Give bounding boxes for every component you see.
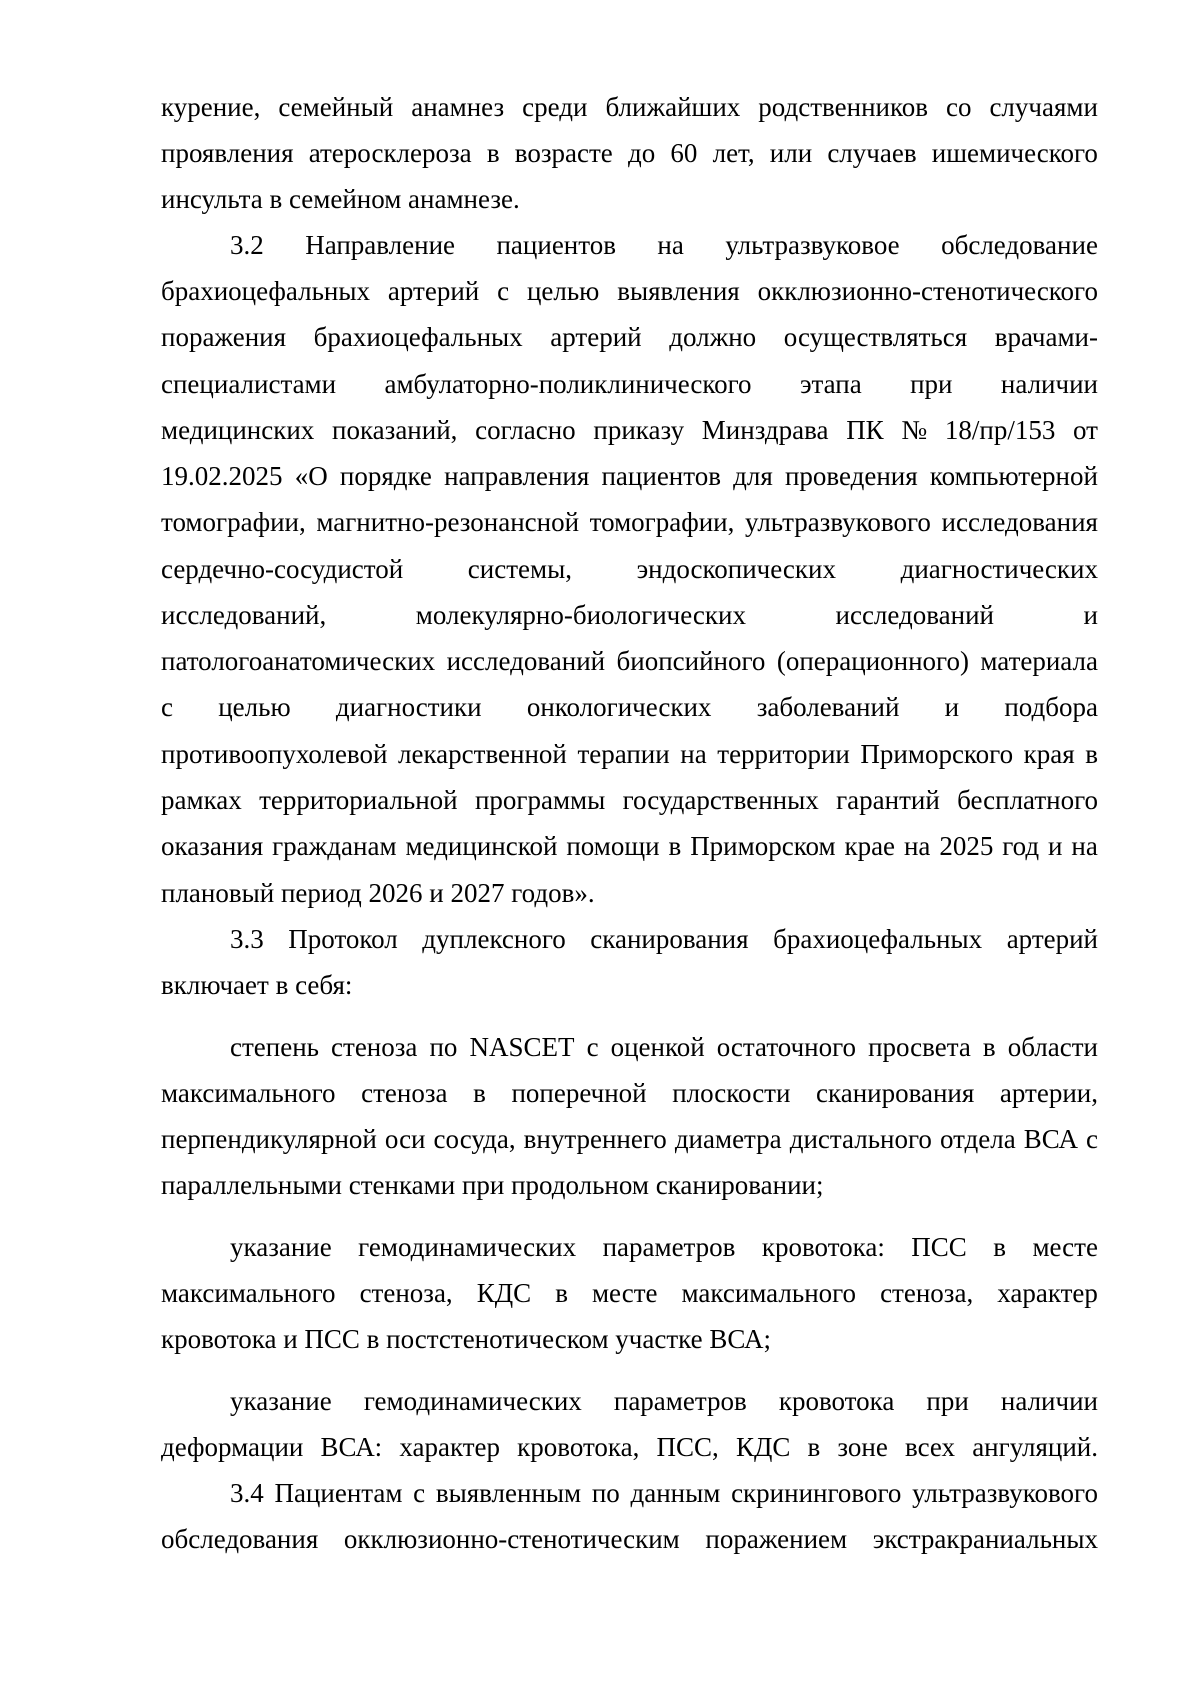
word: родственников xyxy=(758,92,928,122)
word: стеноза xyxy=(331,1032,418,1062)
word: внутреннего xyxy=(523,1124,667,1154)
word: окклюзионно-стенотического xyxy=(757,276,1098,306)
word: области xyxy=(1007,1032,1098,1062)
text-line xyxy=(161,453,1098,500)
word: и xyxy=(944,692,960,722)
word: с xyxy=(413,1478,426,1508)
word: Протокол xyxy=(288,924,398,954)
text-line xyxy=(161,962,1098,1009)
word: брахиоцефальных xyxy=(773,924,983,954)
text-line xyxy=(161,546,1098,593)
word: NASCET xyxy=(469,1032,575,1062)
word: томографии, xyxy=(161,507,306,537)
word: стеноза, xyxy=(880,1278,974,1308)
word: выявления xyxy=(617,276,740,306)
word: от xyxy=(1073,415,1098,445)
word: перпендикулярной xyxy=(161,1124,377,1154)
word: по xyxy=(429,1032,458,1062)
word: края xyxy=(1023,739,1075,769)
word: 19.02.2025 xyxy=(161,461,283,491)
word: магнитно-резонансной xyxy=(316,507,580,537)
word: случаев xyxy=(827,138,917,168)
word: направления xyxy=(444,461,590,491)
text-line xyxy=(161,684,1098,731)
word: проведения xyxy=(784,461,918,491)
word: кровотока: xyxy=(761,1232,885,1262)
text-line xyxy=(230,1378,1098,1425)
word: ишемического xyxy=(931,138,1098,168)
word: курение, xyxy=(161,92,261,122)
word: целью xyxy=(526,276,600,306)
word: артерий xyxy=(387,276,480,306)
word: кровотока, xyxy=(517,1432,640,1462)
word: ПСС xyxy=(911,1232,967,1262)
word: оказания xyxy=(161,831,264,861)
word: целью xyxy=(218,692,291,722)
word: специалистами xyxy=(161,369,337,399)
text-line xyxy=(161,638,1098,685)
text-line-content: включает в себя: xyxy=(161,970,353,1000)
word: «О xyxy=(294,461,328,491)
word: сканирования xyxy=(816,1078,975,1108)
word: программы xyxy=(474,785,606,815)
word: зоне xyxy=(837,1432,888,1462)
word: характер xyxy=(997,1278,1098,1308)
word: Направление xyxy=(305,230,456,260)
word: ПСС, xyxy=(656,1432,719,1462)
word: сосуда, xyxy=(433,1124,516,1154)
word: указание xyxy=(230,1232,332,1262)
word: параметров xyxy=(613,1386,747,1416)
word: в xyxy=(982,1032,996,1062)
word: дуплексного xyxy=(422,924,566,954)
word: диагностических xyxy=(900,554,1098,584)
word: данным xyxy=(630,1478,721,1508)
word: № xyxy=(901,415,928,445)
word: Пациентам xyxy=(274,1478,403,1508)
word: максимального xyxy=(161,1278,336,1308)
word: оценкой xyxy=(610,1032,705,1062)
word: и xyxy=(1048,831,1063,861)
text-line xyxy=(161,130,1098,177)
word: с xyxy=(1085,1124,1098,1154)
text-line xyxy=(161,268,1098,315)
word: указание xyxy=(230,1386,332,1416)
word: характер xyxy=(399,1432,501,1462)
word: год xyxy=(1002,831,1040,861)
word: выявленным xyxy=(435,1478,582,1508)
word: на xyxy=(903,831,931,861)
word: гемодинамических xyxy=(358,1232,577,1262)
word: в xyxy=(807,1432,821,1462)
word: компьютерной xyxy=(929,461,1098,491)
word: лет, xyxy=(712,138,755,168)
text-line xyxy=(230,1224,1098,1271)
text-line xyxy=(161,499,1098,546)
word: государственных xyxy=(622,785,819,815)
word: осуществляться xyxy=(783,322,968,352)
word: гарантий xyxy=(836,785,940,815)
word: медицинских xyxy=(161,415,315,445)
word: среди xyxy=(522,92,588,122)
word: онкологических xyxy=(526,692,712,722)
word: степень xyxy=(230,1032,319,1062)
text-line xyxy=(161,1270,1098,1317)
word: с xyxy=(497,276,510,306)
word: 2025 xyxy=(939,831,994,861)
word: стеноза xyxy=(361,1078,448,1108)
word: параметров xyxy=(602,1232,736,1262)
word: возрасте xyxy=(514,138,613,168)
word: наличии xyxy=(1000,369,1098,399)
text-line xyxy=(161,84,1098,131)
text-line-content: кровотока и ПСС в постстенотическом участке ВСА; xyxy=(161,1324,772,1354)
text-line xyxy=(161,1516,1098,1563)
word: биопсийного xyxy=(616,646,766,676)
word: при xyxy=(926,1386,969,1416)
word: стеноза, xyxy=(359,1278,453,1308)
word: брахиоцефальных xyxy=(313,322,523,352)
word: ультразвукового xyxy=(745,507,931,537)
word: оси xyxy=(384,1124,426,1154)
word: 3.2 xyxy=(230,230,264,260)
word: исследований xyxy=(446,646,606,676)
word: помощи xyxy=(566,831,660,861)
word: на xyxy=(1071,831,1098,861)
word: случаями xyxy=(989,92,1098,122)
word: рамках xyxy=(161,785,242,815)
word: в xyxy=(555,1278,568,1308)
word: до xyxy=(627,138,656,168)
word: на xyxy=(657,230,684,260)
word: врачами- xyxy=(994,322,1098,352)
word: остаточного xyxy=(716,1032,856,1062)
word: согласно xyxy=(475,415,576,445)
word: окклюзионно-стенотическим xyxy=(343,1524,680,1554)
text-line xyxy=(230,1470,1098,1517)
word: исследования xyxy=(941,507,1098,537)
word: терапии xyxy=(577,739,670,769)
word: 18/пр/153 xyxy=(944,415,1056,445)
word: поперечной xyxy=(511,1078,647,1108)
word: ПК xyxy=(846,415,884,445)
text-line xyxy=(161,361,1098,408)
word: с xyxy=(161,692,173,722)
word: в xyxy=(668,831,682,861)
word: заболеваний xyxy=(756,692,900,722)
word: или xyxy=(769,138,813,168)
word: материала xyxy=(980,646,1098,676)
text-line xyxy=(161,731,1098,778)
word: пациентов xyxy=(496,230,616,260)
word: брахиоцефальных xyxy=(161,276,371,306)
text-line xyxy=(230,222,1098,269)
word: Минздрава xyxy=(701,415,829,445)
word: обследование xyxy=(941,230,1098,260)
word: атеросклероза xyxy=(308,138,472,168)
word: исследований xyxy=(835,600,994,630)
word: амбулаторно-поликлинического xyxy=(384,369,752,399)
word: поражения xyxy=(161,322,287,352)
word: 60 xyxy=(670,138,698,168)
word: системы, xyxy=(467,554,572,584)
text-line-content: плановый период 2026 и 2027 годов». xyxy=(161,878,595,908)
word: 3.4 xyxy=(230,1478,264,1508)
word: наличии xyxy=(1000,1386,1098,1416)
word: диаметра xyxy=(674,1124,782,1154)
word: анамнез xyxy=(411,92,505,122)
text-line-content: инсульта в семейном анамнезе. xyxy=(161,184,520,214)
text-line xyxy=(161,314,1098,361)
word: для xyxy=(733,461,773,491)
word: кровотока xyxy=(778,1386,895,1416)
word: этапа xyxy=(799,369,862,399)
word: гражданам xyxy=(272,831,397,861)
text-line xyxy=(161,1070,1098,1117)
text-line xyxy=(161,1316,1098,1363)
word: территориальной xyxy=(259,785,458,815)
text-line xyxy=(161,1116,1098,1163)
word: по xyxy=(591,1478,620,1508)
word: обследования xyxy=(161,1524,319,1554)
word: бесплатного xyxy=(957,785,1098,815)
word: в xyxy=(1085,739,1098,769)
word: (операционного) xyxy=(776,646,969,676)
word: в xyxy=(993,1232,1006,1262)
word: отдела xyxy=(939,1124,1016,1154)
text-line xyxy=(161,870,1098,917)
word: исследований, xyxy=(161,600,327,630)
text-line xyxy=(161,1162,1098,1209)
word: лекарственной xyxy=(398,739,567,769)
word: деформации xyxy=(161,1432,304,1462)
word: на xyxy=(680,739,707,769)
word: экстракраниальных xyxy=(872,1524,1098,1554)
text-line-content: параллельными стенками при продольном сканировании; xyxy=(161,1170,824,1200)
word: скринингового xyxy=(731,1478,902,1508)
word: с xyxy=(586,1032,599,1062)
word: приказу xyxy=(593,415,685,445)
word: территории xyxy=(717,739,850,769)
word: максимального xyxy=(161,1078,336,1108)
word: ультразвуковое xyxy=(725,230,900,260)
word: месте xyxy=(1032,1232,1098,1262)
word: молекулярно-биологических xyxy=(415,600,746,630)
word: гемодинамических xyxy=(363,1386,582,1416)
text-line xyxy=(230,916,1098,963)
word: плоскости xyxy=(672,1078,791,1108)
word: медицинской xyxy=(405,831,558,861)
text-line xyxy=(161,777,1098,824)
word: ультразвукового xyxy=(912,1478,1098,1508)
word: ВСА: xyxy=(320,1432,383,1462)
word: просвета xyxy=(868,1032,971,1062)
word: ближайших xyxy=(605,92,741,122)
word: противоопухолевой xyxy=(161,739,388,769)
word: в xyxy=(473,1078,486,1108)
word: крае xyxy=(844,831,896,861)
word: и xyxy=(1083,600,1098,630)
word: сканирования xyxy=(590,924,749,954)
text-line xyxy=(230,1024,1098,1071)
word: в xyxy=(486,138,500,168)
word: семейный xyxy=(278,92,394,122)
word: максимального xyxy=(681,1278,857,1308)
word: должно xyxy=(669,322,757,352)
word: сердечно-сосудистой xyxy=(161,554,404,584)
word: при xyxy=(910,369,953,399)
text-line xyxy=(161,823,1098,870)
text-line xyxy=(161,176,1098,223)
text-line xyxy=(161,1424,1098,1471)
word: Приморского xyxy=(860,739,1014,769)
word: дистального xyxy=(789,1124,932,1154)
word: КДС xyxy=(476,1278,532,1308)
word: подбора xyxy=(1004,692,1098,722)
word: пациентов xyxy=(601,461,721,491)
word: артерий xyxy=(1006,924,1098,954)
word: со xyxy=(945,92,972,122)
word: месте xyxy=(591,1278,658,1308)
word: 3.3 xyxy=(230,924,264,954)
word: ВСА xyxy=(1023,1124,1078,1154)
word: проявления xyxy=(161,138,294,168)
text-line xyxy=(161,592,1098,639)
word: поражением xyxy=(705,1524,848,1554)
text-line xyxy=(161,407,1098,454)
word: Приморском xyxy=(690,831,836,861)
word: порядке xyxy=(339,461,432,491)
word: показаний, xyxy=(332,415,458,445)
word: диагностики xyxy=(335,692,482,722)
word: томографии, xyxy=(589,507,735,537)
word: артерии, xyxy=(999,1078,1098,1108)
word: артерий xyxy=(550,322,642,352)
word: КДС xyxy=(735,1432,791,1462)
word: эндоскопических xyxy=(636,554,836,584)
word: патологоанатомических xyxy=(161,646,436,676)
word: ангуляций. xyxy=(972,1432,1098,1462)
word: всех xyxy=(905,1432,956,1462)
